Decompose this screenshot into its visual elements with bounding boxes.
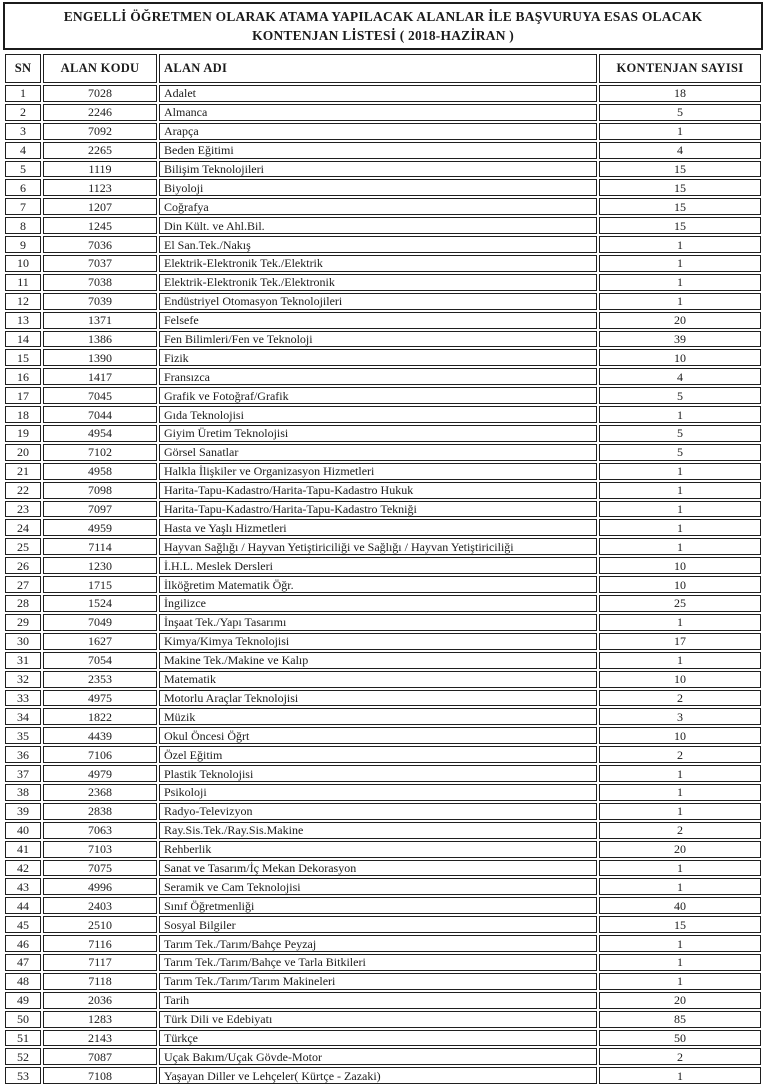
alan-kodu-cell: 2143 xyxy=(43,1030,157,1047)
table-row xyxy=(5,236,761,253)
alan-adi-cell: Din Kült. ve Ahl.Bil. xyxy=(159,217,597,234)
alan-adi-cell: Tarım Tek./Tarım/Tarım Makineleri xyxy=(159,973,597,990)
sn-cell: 9 xyxy=(5,236,41,253)
kontenjan-cell: 5 xyxy=(599,444,761,461)
table-row xyxy=(5,255,761,272)
sn-cell: 48 xyxy=(5,973,41,990)
alan-kodu-cell: 2265 xyxy=(43,142,157,159)
alan-kodu-cell: 1390 xyxy=(43,349,157,366)
kontenjan-cell: 1 xyxy=(599,463,761,480)
alan-kodu-cell: 1245 xyxy=(43,217,157,234)
kontenjan-cell: 1 xyxy=(599,501,761,518)
table-row xyxy=(5,690,761,707)
sn-cell: 14 xyxy=(5,331,41,348)
table-row xyxy=(5,161,761,178)
sn-cell: 53 xyxy=(5,1067,41,1084)
table-row xyxy=(5,217,761,234)
alan-kodu-cell: 7114 xyxy=(43,538,157,555)
table-row xyxy=(5,425,761,442)
alan-kodu-cell: 2403 xyxy=(43,897,157,914)
kontenjan-cell: 5 xyxy=(599,387,761,404)
alan-kodu-cell: 1386 xyxy=(43,331,157,348)
alan-adi-cell: Elektrik-Elektronik Tek./Elektrik xyxy=(159,255,597,272)
column-header-alan-kodu: ALAN KODU xyxy=(43,54,157,83)
kontenjan-cell: 1 xyxy=(599,765,761,782)
table-row xyxy=(5,860,761,877)
sn-cell: 45 xyxy=(5,916,41,933)
alan-adi-cell: Okul Öncesi Öğrt xyxy=(159,727,597,744)
alan-adi-cell: Türk Dili ve Edebiyatı xyxy=(159,1011,597,1028)
kontenjan-cell: 15 xyxy=(599,217,761,234)
alan-kodu-cell: 1230 xyxy=(43,557,157,574)
alan-kodu-cell: 7028 xyxy=(43,85,157,102)
sn-cell: 27 xyxy=(5,576,41,593)
sn-cell: 29 xyxy=(5,614,41,631)
alan-kodu-cell: 2246 xyxy=(43,104,157,121)
sn-cell: 49 xyxy=(5,992,41,1009)
kontenjan-cell: 4 xyxy=(599,142,761,159)
table-row xyxy=(5,198,761,215)
kontenjan-cell: 10 xyxy=(599,727,761,744)
kontenjan-cell: 3 xyxy=(599,708,761,725)
column-header-kontenjan-sayisi: KONTENJAN SAYISI xyxy=(599,54,761,83)
table-row xyxy=(5,368,761,385)
table-row xyxy=(5,973,761,990)
kontenjan-cell: 1 xyxy=(599,784,761,801)
alan-adi-cell: Yaşayan Diller ve Lehçeler( Kürtçe - Zazaki) xyxy=(159,1067,597,1084)
table-row xyxy=(5,142,761,159)
alan-kodu-cell: 1123 xyxy=(43,179,157,196)
alan-kodu-cell: 7106 xyxy=(43,746,157,763)
alan-adi-cell: Rehberlik xyxy=(159,841,597,858)
sn-cell: 28 xyxy=(5,595,41,612)
alan-kodu-cell: 7049 xyxy=(43,614,157,631)
kontenjan-cell: 1 xyxy=(599,519,761,536)
alan-adi-cell: Tarih xyxy=(159,992,597,1009)
sn-cell: 17 xyxy=(5,387,41,404)
alan-kodu-cell: 7118 xyxy=(43,973,157,990)
table-row xyxy=(5,652,761,669)
table-row xyxy=(5,349,761,366)
alan-adi-cell: Sınıf Öğretmenliği xyxy=(159,897,597,914)
alan-kodu-cell: 1822 xyxy=(43,708,157,725)
table-row xyxy=(5,1011,761,1028)
column-header-sn: SN xyxy=(5,54,41,83)
alan-kodu-cell: 2838 xyxy=(43,803,157,820)
sn-cell: 10 xyxy=(5,255,41,272)
alan-adi-cell: Matematik xyxy=(159,671,597,688)
alan-adi-cell: Endüstriyel Otomasyon Teknolojileri xyxy=(159,293,597,310)
alan-kodu-cell: 7044 xyxy=(43,406,157,423)
table-row xyxy=(5,463,761,480)
table-row xyxy=(5,123,761,140)
alan-adi-cell: İlköğretim Matematik Öğr. xyxy=(159,576,597,593)
sn-cell: 33 xyxy=(5,690,41,707)
kontenjan-cell: 2 xyxy=(599,690,761,707)
alan-adi-cell: Almanca xyxy=(159,104,597,121)
sn-cell: 41 xyxy=(5,841,41,858)
alan-kodu-cell: 1715 xyxy=(43,576,157,593)
sn-cell: 1 xyxy=(5,85,41,102)
alan-adi-cell: Biyoloji xyxy=(159,179,597,196)
table-row xyxy=(5,331,761,348)
kontenjan-cell: 1 xyxy=(599,954,761,971)
alan-kodu-cell: 7097 xyxy=(43,501,157,518)
sn-cell: 34 xyxy=(5,708,41,725)
sn-cell: 52 xyxy=(5,1048,41,1065)
sn-cell: 26 xyxy=(5,557,41,574)
alan-adi-cell: Felsefe xyxy=(159,312,597,329)
alan-adi-cell: Motorlu Araçlar Teknolojisi xyxy=(159,690,597,707)
alan-kodu-cell: 4954 xyxy=(43,425,157,442)
header-row xyxy=(5,54,761,83)
table-header xyxy=(5,54,761,83)
kontenjan-cell: 15 xyxy=(599,198,761,215)
document-title xyxy=(3,2,763,50)
alan-kodu-cell: 4996 xyxy=(43,878,157,895)
sn-cell: 12 xyxy=(5,293,41,310)
sn-cell: 20 xyxy=(5,444,41,461)
alan-adi-cell: Arapça xyxy=(159,123,597,140)
sn-cell: 39 xyxy=(5,803,41,820)
sn-cell: 18 xyxy=(5,406,41,423)
alan-adi-cell: Kimya/Kimya Teknolojisi xyxy=(159,633,597,650)
kontenjan-cell: 18 xyxy=(599,85,761,102)
kontenjan-cell: 20 xyxy=(599,992,761,1009)
alan-kodu-cell: 1371 xyxy=(43,312,157,329)
table-row xyxy=(5,916,761,933)
sn-cell: 46 xyxy=(5,935,41,952)
kontenjan-cell: 1 xyxy=(599,482,761,499)
table-row xyxy=(5,293,761,310)
alan-adi-cell: Ray.Sis.Tek./Ray.Sis.Makine xyxy=(159,822,597,839)
alan-adi-cell: Tarım Tek./Tarım/Bahçe ve Tarla Bitkileri xyxy=(159,954,597,971)
table-row xyxy=(5,538,761,555)
alan-kodu-cell: 7036 xyxy=(43,236,157,253)
table-row xyxy=(5,595,761,612)
title-line-1: ENGELLİ ÖĞRETMEN OLARAK ATAMA YAPILACAK ALANLAR İLE BAŞVURUYA ESAS OLACAK xyxy=(63,9,703,24)
table-row xyxy=(5,708,761,725)
sn-cell: 8 xyxy=(5,217,41,234)
table-row xyxy=(5,765,761,782)
table-row xyxy=(5,274,761,291)
alan-adi-cell: Giyim Üretim Teknolojisi xyxy=(159,425,597,442)
table-row xyxy=(5,878,761,895)
table-row xyxy=(5,406,761,423)
kontenjan-cell: 20 xyxy=(599,841,761,858)
table-row xyxy=(5,935,761,952)
sn-cell: 31 xyxy=(5,652,41,669)
alan-kodu-cell: 7075 xyxy=(43,860,157,877)
alan-kodu-cell: 1283 xyxy=(43,1011,157,1028)
kontenjan-cell: 39 xyxy=(599,331,761,348)
alan-kodu-cell: 7102 xyxy=(43,444,157,461)
sn-cell: 47 xyxy=(5,954,41,971)
table-row xyxy=(5,746,761,763)
kontenjan-cell: 1 xyxy=(599,255,761,272)
alan-adi-cell: Plastik Teknolojisi xyxy=(159,765,597,782)
sn-cell: 6 xyxy=(5,179,41,196)
sn-cell: 22 xyxy=(5,482,41,499)
sn-cell: 50 xyxy=(5,1011,41,1028)
table-row xyxy=(5,954,761,971)
sn-cell: 40 xyxy=(5,822,41,839)
document-page xyxy=(3,2,763,1086)
alan-adi-cell: Türkçe xyxy=(159,1030,597,1047)
alan-adi-cell: Müzik xyxy=(159,708,597,725)
alan-kodu-cell: 1207 xyxy=(43,198,157,215)
sn-cell: 30 xyxy=(5,633,41,650)
table-row xyxy=(5,671,761,688)
kontenjan-cell: 25 xyxy=(599,595,761,612)
alan-kodu-cell: 1119 xyxy=(43,161,157,178)
sn-cell: 37 xyxy=(5,765,41,782)
alan-kodu-cell: 4958 xyxy=(43,463,157,480)
alan-adi-cell: Grafik ve Fotoğraf/Grafik xyxy=(159,387,597,404)
table-row xyxy=(5,557,761,574)
kontenjan-cell: 1 xyxy=(599,406,761,423)
alan-adi-cell: El San.Tek./Nakış xyxy=(159,236,597,253)
kontenjan-cell: 15 xyxy=(599,161,761,178)
sn-cell: 2 xyxy=(5,104,41,121)
sn-cell: 4 xyxy=(5,142,41,159)
alan-kodu-cell: 7103 xyxy=(43,841,157,858)
kontenjan-cell: 15 xyxy=(599,179,761,196)
alan-kodu-cell: 7117 xyxy=(43,954,157,971)
alan-kodu-cell: 7116 xyxy=(43,935,157,952)
table-row xyxy=(5,633,761,650)
alan-adi-cell: İngilizce xyxy=(159,595,597,612)
kontenjan-cell: 2 xyxy=(599,1048,761,1065)
kontenjan-cell: 1 xyxy=(599,293,761,310)
alan-adi-cell: Adalet xyxy=(159,85,597,102)
kontenjan-cell: 10 xyxy=(599,576,761,593)
alan-kodu-cell: 2510 xyxy=(43,916,157,933)
kontenjan-cell: 1 xyxy=(599,123,761,140)
kontenjan-cell: 2 xyxy=(599,822,761,839)
alan-adi-cell: Tarım Tek./Tarım/Bahçe Peyzaj xyxy=(159,935,597,952)
sn-cell: 13 xyxy=(5,312,41,329)
alan-kodu-cell: 4439 xyxy=(43,727,157,744)
sn-cell: 7 xyxy=(5,198,41,215)
sn-cell: 38 xyxy=(5,784,41,801)
sn-cell: 21 xyxy=(5,463,41,480)
sn-cell: 43 xyxy=(5,878,41,895)
alan-kodu-cell: 4979 xyxy=(43,765,157,782)
kontenjan-cell: 1 xyxy=(599,973,761,990)
alan-kodu-cell: 1627 xyxy=(43,633,157,650)
kontenjan-cell: 10 xyxy=(599,671,761,688)
sn-cell: 25 xyxy=(5,538,41,555)
alan-adi-cell: Coğrafya xyxy=(159,198,597,215)
kontenjan-cell: 10 xyxy=(599,349,761,366)
alan-adi-cell: Fen Bilimleri/Fen ve Teknoloji xyxy=(159,331,597,348)
alan-adi-cell: Fizik xyxy=(159,349,597,366)
kontenjan-cell: 1 xyxy=(599,538,761,555)
kontenjan-cell: 10 xyxy=(599,557,761,574)
table-row xyxy=(5,519,761,536)
alan-adi-cell: Hayvan Sağlığı / Hayvan Yetiştiriciliği ve Sağlığı / Hayvan Yetiştiriciliği xyxy=(159,538,597,555)
alan-kodu-cell: 7039 xyxy=(43,293,157,310)
kontenjan-cell: 15 xyxy=(599,916,761,933)
quota-table xyxy=(3,52,763,1086)
sn-cell: 32 xyxy=(5,671,41,688)
alan-kodu-cell: 4975 xyxy=(43,690,157,707)
kontenjan-cell: 5 xyxy=(599,104,761,121)
alan-kodu-cell: 7108 xyxy=(43,1067,157,1084)
kontenjan-cell: 17 xyxy=(599,633,761,650)
alan-adi-cell: Psikoloji xyxy=(159,784,597,801)
alan-adi-cell: Harita-Tapu-Kadastro/Harita-Tapu-Kadastro Hukuk xyxy=(159,482,597,499)
alan-kodu-cell: 7054 xyxy=(43,652,157,669)
table-body xyxy=(5,85,761,1084)
kontenjan-cell: 1 xyxy=(599,274,761,291)
alan-kodu-cell: 7098 xyxy=(43,482,157,499)
table-row xyxy=(5,104,761,121)
sn-cell: 51 xyxy=(5,1030,41,1047)
table-row xyxy=(5,387,761,404)
alan-adi-cell: İnşaat Tek./Yapı Tasarımı xyxy=(159,614,597,631)
table-row xyxy=(5,727,761,744)
sn-cell: 15 xyxy=(5,349,41,366)
table-row xyxy=(5,992,761,1009)
sn-cell: 23 xyxy=(5,501,41,518)
alan-kodu-cell: 1524 xyxy=(43,595,157,612)
alan-adi-cell: Radyo-Televizyon xyxy=(159,803,597,820)
alan-adi-cell: Seramik ve Cam Teknolojisi xyxy=(159,878,597,895)
kontenjan-cell: 1 xyxy=(599,935,761,952)
alan-kodu-cell: 2036 xyxy=(43,992,157,1009)
sn-cell: 11 xyxy=(5,274,41,291)
table-row xyxy=(5,1030,761,1047)
alan-kodu-cell: 7087 xyxy=(43,1048,157,1065)
table-row xyxy=(5,1048,761,1065)
alan-adi-cell: Sanat ve Tasarım/İç Mekan Dekorasyon xyxy=(159,860,597,877)
table-row xyxy=(5,576,761,593)
sn-cell: 36 xyxy=(5,746,41,763)
kontenjan-cell: 1 xyxy=(599,652,761,669)
sn-cell: 24 xyxy=(5,519,41,536)
alan-kodu-cell: 4959 xyxy=(43,519,157,536)
kontenjan-cell: 5 xyxy=(599,425,761,442)
alan-adi-cell: Bilişim Teknolojileri xyxy=(159,161,597,178)
title-line-2: KONTENJAN LİSTESİ ( 2018-HAZİRAN ) xyxy=(252,28,514,43)
alan-adi-cell: Uçak Bakım/Uçak Gövde-Motor xyxy=(159,1048,597,1065)
alan-kodu-cell: 7045 xyxy=(43,387,157,404)
alan-kodu-cell: 2353 xyxy=(43,671,157,688)
alan-adi-cell: Görsel Sanatlar xyxy=(159,444,597,461)
kontenjan-cell: 50 xyxy=(599,1030,761,1047)
table-row xyxy=(5,614,761,631)
alan-adi-cell: Makine Tek./Makine ve Kalıp xyxy=(159,652,597,669)
kontenjan-cell: 2 xyxy=(599,746,761,763)
kontenjan-cell: 1 xyxy=(599,878,761,895)
sn-cell: 44 xyxy=(5,897,41,914)
table-row xyxy=(5,822,761,839)
alan-adi-cell: Özel Eğitim xyxy=(159,746,597,763)
table-row xyxy=(5,841,761,858)
table-row xyxy=(5,897,761,914)
table-row xyxy=(5,803,761,820)
column-header-alan-adi: ALAN ADI xyxy=(159,54,597,83)
sn-cell: 5 xyxy=(5,161,41,178)
alan-kodu-cell: 7037 xyxy=(43,255,157,272)
sn-cell: 19 xyxy=(5,425,41,442)
kontenjan-cell: 1 xyxy=(599,860,761,877)
kontenjan-cell: 40 xyxy=(599,897,761,914)
table-row xyxy=(5,85,761,102)
sn-cell: 3 xyxy=(5,123,41,140)
kontenjan-cell: 85 xyxy=(599,1011,761,1028)
alan-adi-cell: Sosyal Bilgiler xyxy=(159,916,597,933)
alan-adi-cell: Beden Eğitimi xyxy=(159,142,597,159)
sn-cell: 42 xyxy=(5,860,41,877)
sn-cell: 16 xyxy=(5,368,41,385)
kontenjan-cell: 1 xyxy=(599,614,761,631)
alan-kodu-cell: 7063 xyxy=(43,822,157,839)
alan-adi-cell: İ.H.L. Meslek Dersleri xyxy=(159,557,597,574)
kontenjan-cell: 4 xyxy=(599,368,761,385)
alan-adi-cell: Harita-Tapu-Kadastro/Harita-Tapu-Kadastro Tekniği xyxy=(159,501,597,518)
alan-adi-cell: Fransızca xyxy=(159,368,597,385)
table-row xyxy=(5,312,761,329)
alan-kodu-cell: 7038 xyxy=(43,274,157,291)
alan-adi-cell: Elektrik-Elektronik Tek./Elektronik xyxy=(159,274,597,291)
sn-cell: 35 xyxy=(5,727,41,744)
alan-kodu-cell: 1417 xyxy=(43,368,157,385)
alan-adi-cell: Halkla İlişkiler ve Organizasyon Hizmetleri xyxy=(159,463,597,480)
table-row xyxy=(5,482,761,499)
alan-kodu-cell: 7092 xyxy=(43,123,157,140)
table-row xyxy=(5,1067,761,1084)
alan-adi-cell: Gıda Teknolojisi xyxy=(159,406,597,423)
kontenjan-cell: 1 xyxy=(599,1067,761,1084)
alan-adi-cell: Hasta ve Yaşlı Hizmetleri xyxy=(159,519,597,536)
alan-kodu-cell: 2368 xyxy=(43,784,157,801)
kontenjan-cell: 1 xyxy=(599,236,761,253)
kontenjan-cell: 1 xyxy=(599,803,761,820)
table-row xyxy=(5,444,761,461)
kontenjan-cell: 20 xyxy=(599,312,761,329)
table-row xyxy=(5,179,761,196)
table-row xyxy=(5,784,761,801)
table-row xyxy=(5,501,761,518)
